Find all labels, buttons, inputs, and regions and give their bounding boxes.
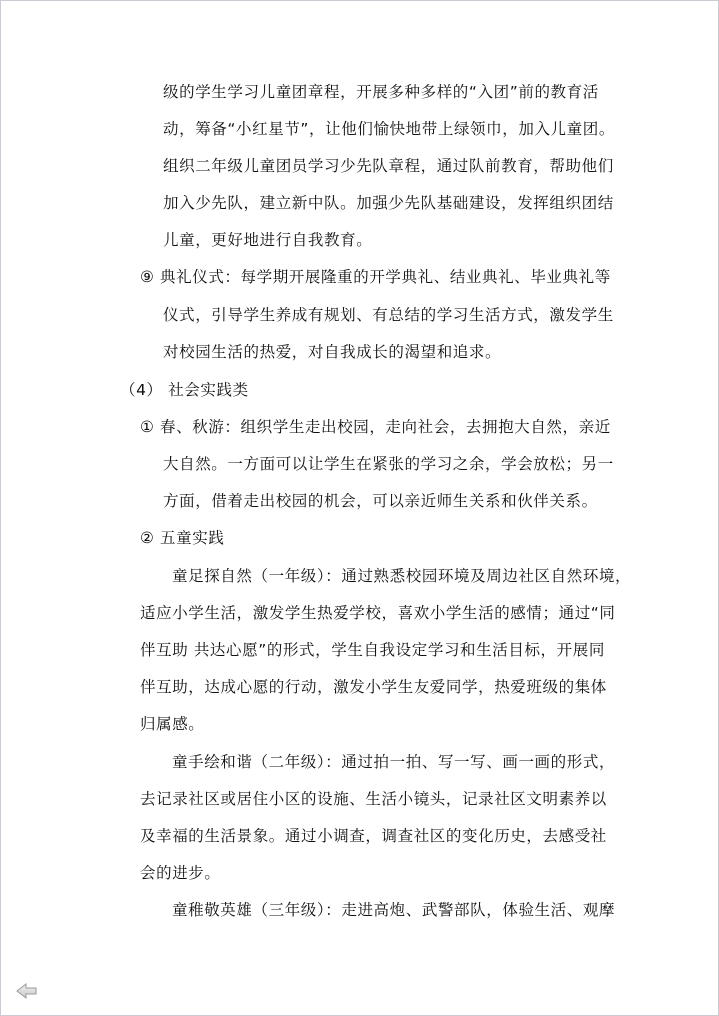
text-line: 级的学生学习儿童团章程，开展多种多样的“入团”前的教育活	[163, 83, 599, 101]
text-line: 方面，借着走出校园的机会，可以亲近师生关系和伙伴关系。	[163, 492, 598, 510]
text-line: 童足探自然（一年级）：通过熟悉校园环境及周边社区自然环境，	[172, 567, 632, 585]
text-line: 归属感。	[140, 715, 205, 733]
section-heading: （4） 社会实践类	[120, 381, 249, 399]
text-line: 童稚敬英雄（三年级）：走进高炮、武警部队，体验生活、观摩	[172, 901, 616, 919]
text-line: 组织二年级儿童团员学习少先队章程，通过队前教育，帮助他们	[163, 157, 614, 175]
text-line: 动，筹备“小红星节”，让他们愉快地带上绿领巾，加入儿童团。	[163, 120, 615, 138]
text-line: 会的进步。	[140, 864, 221, 882]
text-line: 大自然。一方面可以让学生在紧张的学习之余，学会放松；另一	[163, 455, 614, 473]
text-line: 伴互助，达成心愿的行动，激发小学生友爱同学，热爱班级的集体	[140, 678, 607, 696]
text-line: 加入少先队，建立新中队。加强少先队基础建设，发挥组织团结	[163, 194, 614, 212]
text-line: ① 春、秋游：组织学生走出校园，走向社会，去拥抱大自然，亲近	[140, 418, 611, 436]
text-line: 适应小学生活，激发学生热爱学校，喜欢小学生活的感情；通过“同	[140, 604, 616, 622]
text-line: 儿童，更好地进行自我教育。	[163, 231, 373, 249]
text-line: 仪式，引导学生养成有规划、有总结的学习生活方式，激发学生	[163, 306, 614, 324]
text-line: 伴互助 共达心愿”的形式，学生自我设定学习和生活目标，开展同	[140, 641, 605, 659]
text-line: 对校园生活的热爱，对自我成长的渴望和追求。	[163, 343, 502, 361]
text-line: 及幸福的生活景象。通过小调查，调查社区的变化历史，去感受社	[140, 827, 607, 845]
text-line: 童手绘和谐（二年级）：通过拍一拍、写一写、画一画的形式，	[172, 753, 616, 771]
text-line: ⑨ 典礼仪式：每学期开展隆重的开学典礼、结业典礼、毕业典礼等	[140, 268, 611, 286]
back-arrow-icon[interactable]	[15, 982, 39, 1000]
text-line: 去记录社区或居住小区的设施、生活小镜头，记录社区文明素养以	[140, 790, 607, 808]
subsection-heading: ② 五童实践	[140, 529, 225, 547]
